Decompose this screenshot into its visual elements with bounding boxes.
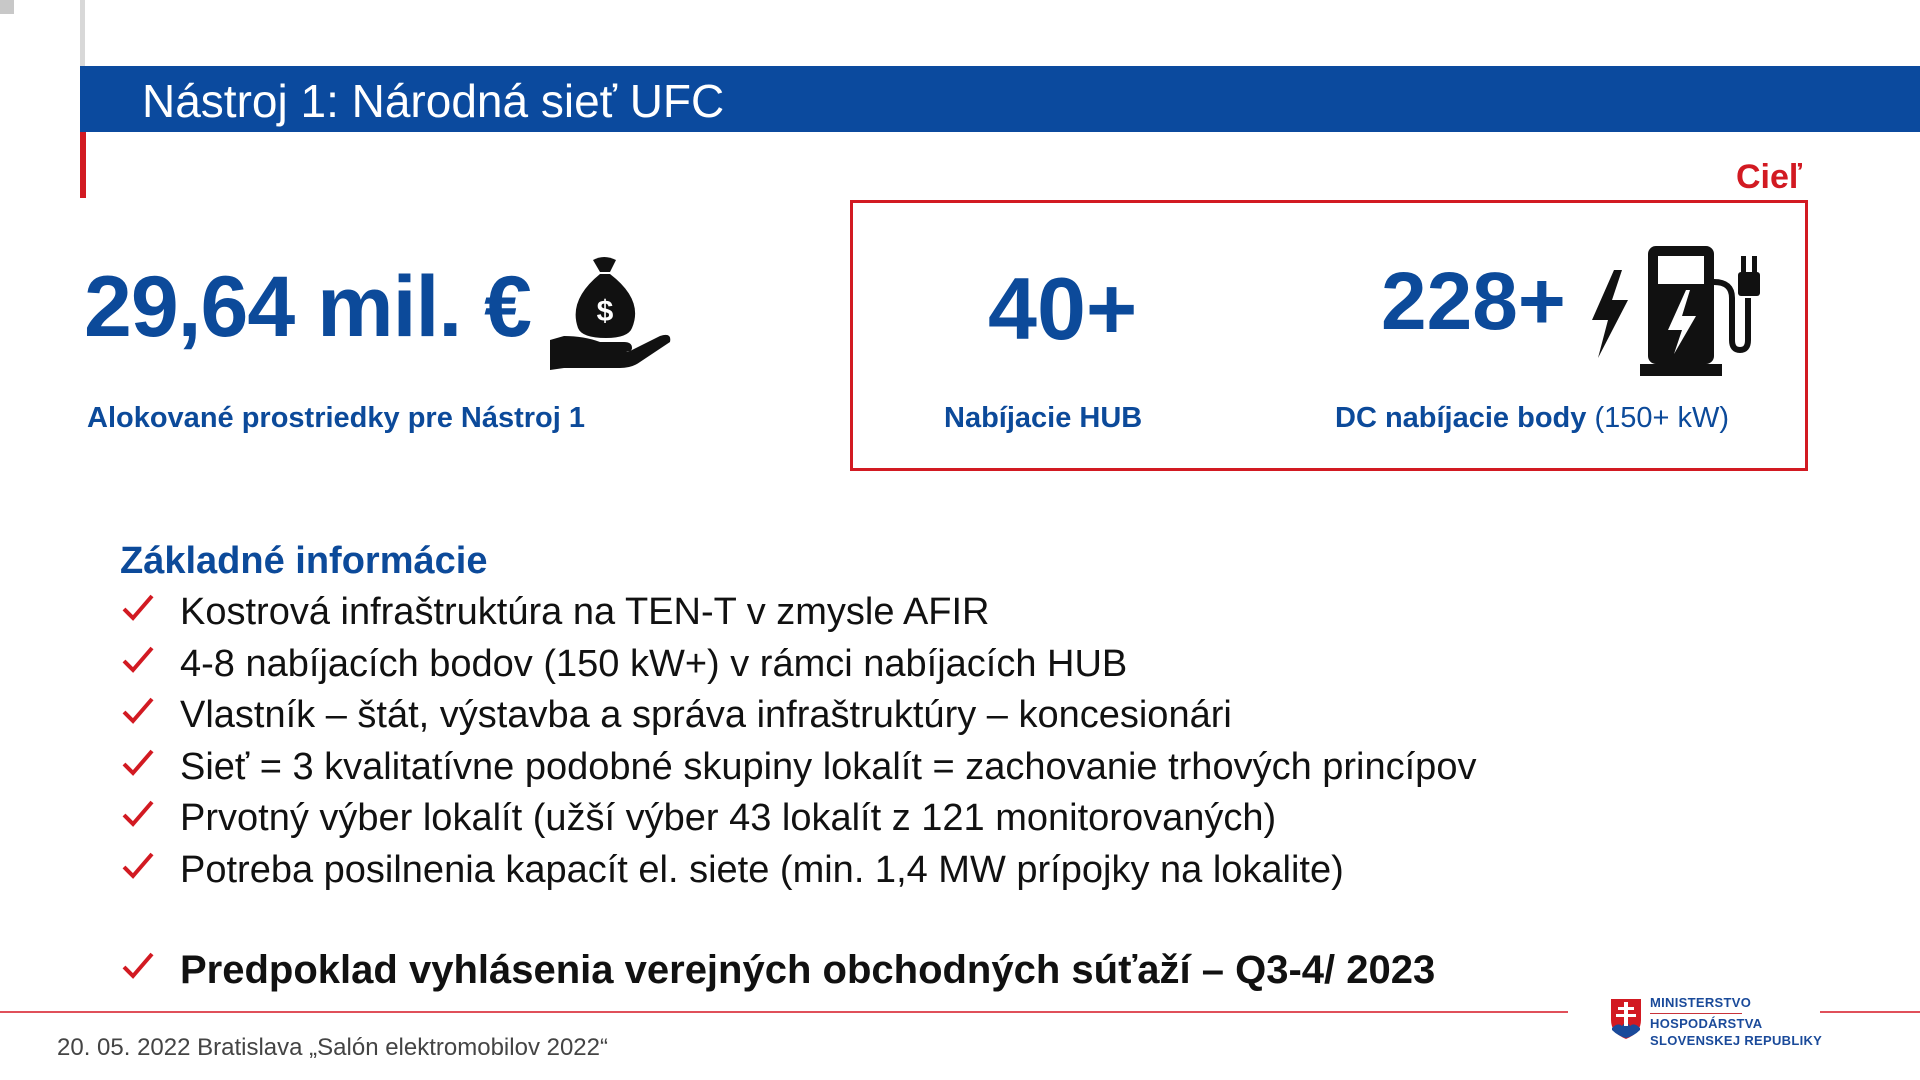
checkmark-icon — [122, 695, 154, 727]
hub-label: Nabíjacie HUB — [944, 402, 1143, 434]
allocation-amount: 29,64 mil. € — [84, 259, 531, 355]
slovak-coat-of-arms-icon — [1608, 996, 1644, 1042]
decorative-line — [80, 0, 85, 66]
tender-forecast-text: Predpoklad vyhlásenia verejných obchodných súťaží – Q3-4/ 2023 — [180, 948, 1436, 992]
title-bar — [80, 66, 1920, 132]
info-item-text: Potreba posilnenia kapacít el. siete (min. 1,4 MW prípojky na lokalite) — [180, 848, 1344, 891]
ministry-logo — [1608, 994, 1822, 1050]
hub-count: 40+ — [988, 259, 1138, 358]
checkmark-icon — [122, 747, 154, 779]
ministry-line-3: SLOVENSKEJ REPUBLIKY — [1650, 1033, 1823, 1048]
info-item-text: Vlastník – štát, výstavba a správa infraštruktúry – koncesionári — [180, 694, 1232, 736]
footer-divider — [0, 1011, 1568, 1013]
tender-forecast-item — [118, 946, 1435, 994]
info-item-text: Sieť = 3 kvalitatívne podobné skupiny lokalít = zachovanie trhových princípov — [180, 745, 1477, 788]
allocation-label: Alokované prostriedky pre Nástroj 1 — [87, 402, 585, 434]
charging-points-label-power: (150+ kW) — [1594, 402, 1730, 434]
ministry-line-2: HOSPODÁRSTVA — [1650, 1015, 1763, 1031]
info-item — [118, 691, 1476, 743]
goal-label: Cieľ — [1736, 158, 1803, 196]
info-list — [118, 588, 1476, 897]
money-bag-hand-icon — [548, 252, 674, 372]
info-item — [118, 588, 1476, 640]
info-item-text: 4-8 nabíjacích bodov (150 kW+) v rámci nabíjacích HUB — [180, 642, 1128, 685]
slide-title: Nástroj 1: Národná sieť UFC — [142, 75, 725, 127]
checkmark-icon — [122, 798, 154, 830]
checkmark-icon — [122, 950, 154, 982]
ministry-name — [1650, 994, 1822, 1050]
info-heading: Základné informácie — [120, 540, 488, 582]
checkmark-icon — [122, 592, 154, 624]
corner-mark — [0, 0, 14, 14]
checkmark-icon — [122, 850, 154, 882]
ev-charger-icon — [1586, 242, 1766, 380]
charging-points-label — [1335, 402, 1729, 435]
info-item — [118, 846, 1476, 898]
info-item — [118, 743, 1476, 795]
ministry-rule — [1650, 1013, 1742, 1014]
info-item-text: Kostrová infraštruktúra na TEN-T v zmysle AFIR — [180, 591, 990, 633]
charging-points-count: 228+ — [1381, 256, 1566, 347]
info-item — [118, 794, 1476, 846]
svg-text:$: $ — [596, 295, 614, 328]
info-item — [118, 640, 1476, 692]
accent-line — [80, 132, 86, 198]
info-item-text: Prvotný výber lokalít (užší výber 43 lokalít z 121 monitorovaných) — [180, 797, 1277, 839]
footer-event-text: 20. 05. 2022 Bratislava „Salón elektromobilov 2022“ — [57, 1034, 608, 1061]
footer-divider-right — [1820, 1011, 1920, 1013]
checkmark-icon — [122, 644, 154, 676]
ministry-line-1: MINISTERSTVO — [1650, 995, 1752, 1010]
charging-points-label-bold: DC nabíjacie body — [1335, 402, 1587, 434]
